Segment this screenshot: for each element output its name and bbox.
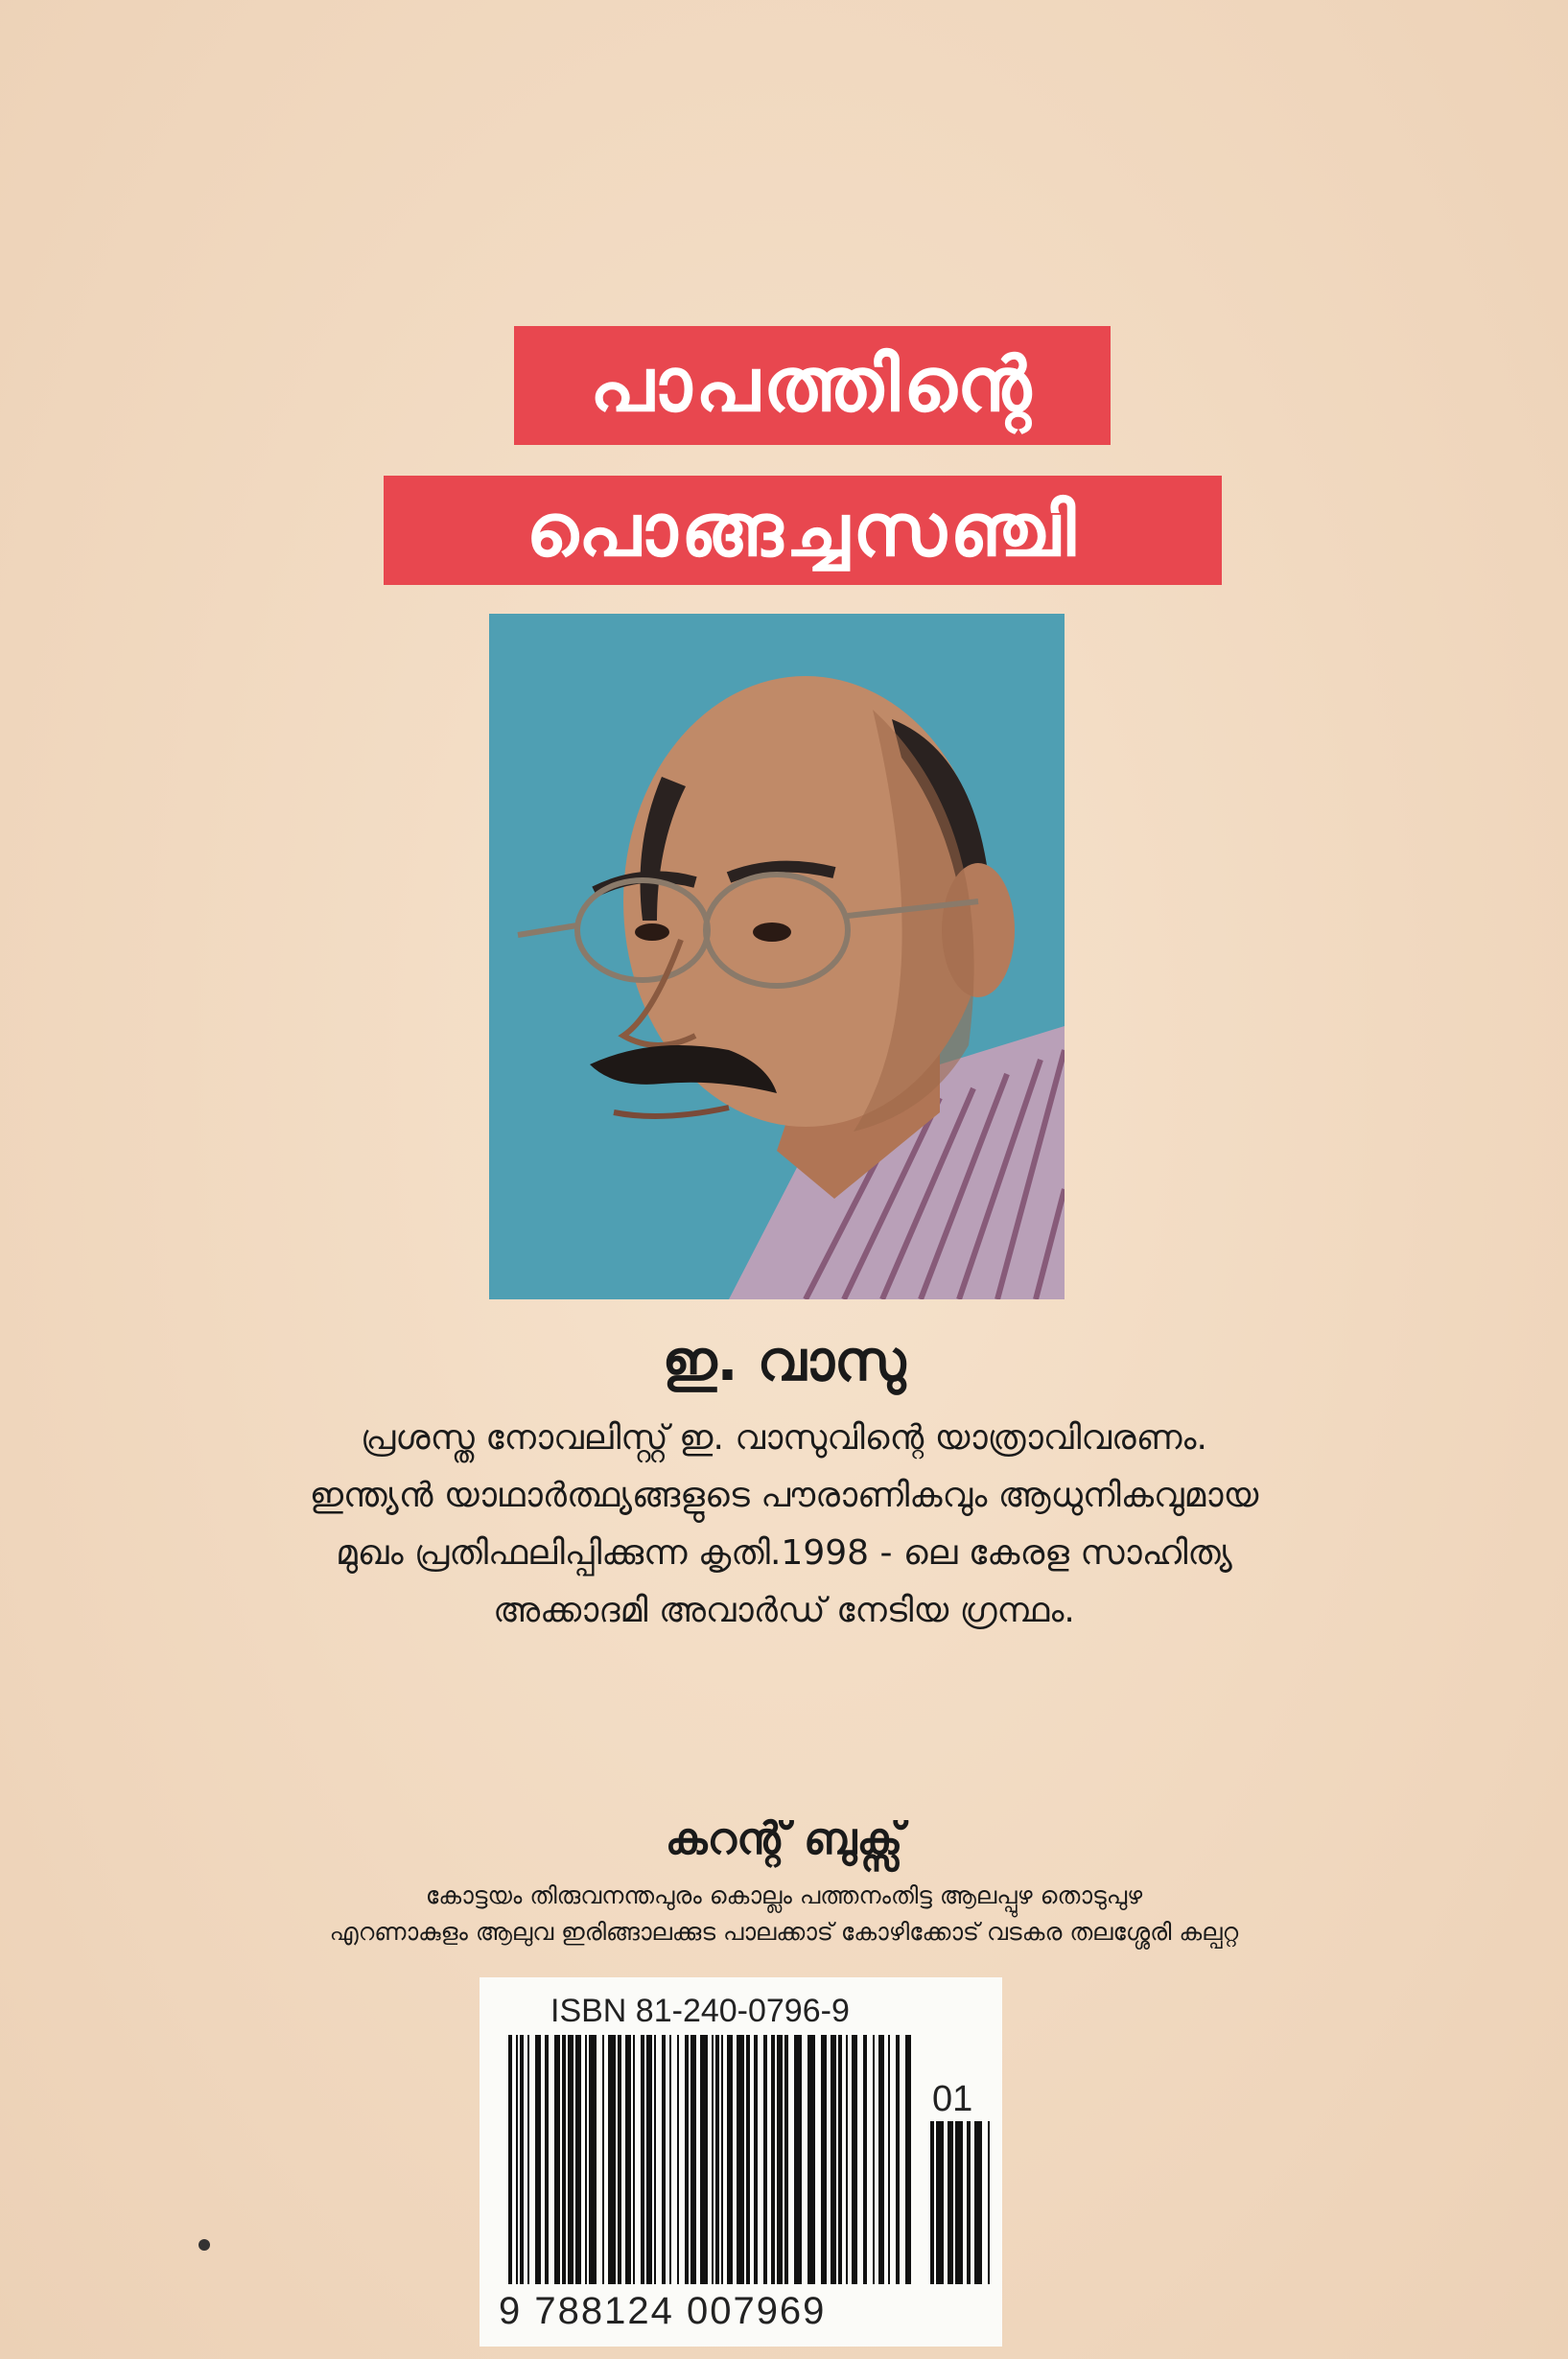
barcode-bar: [568, 2035, 573, 2284]
barcode-bar: [727, 2035, 733, 2284]
barcode-bar: [618, 2035, 621, 2284]
barcode-bar: [520, 2035, 524, 2284]
barcode-bar: [585, 2035, 587, 2284]
barcode-bar: [948, 2121, 953, 2284]
barcode-bar: [831, 2035, 836, 2284]
barcode-bar: [700, 2035, 708, 2284]
barcode-bar: [878, 2035, 884, 2284]
barcode-bar: [988, 2121, 990, 2284]
barcode-bar: [608, 2035, 616, 2284]
barcode-bar: [737, 2035, 744, 2284]
barcode-bar: [690, 2035, 696, 2284]
ink-mark: [199, 2239, 210, 2251]
barcode-bar: [685, 2035, 689, 2284]
barcode-bar: [967, 2121, 971, 2284]
blurb: [173, 1410, 1395, 1640]
blurb-line: ഇന്ത്യൻ യാഥാർത്ഥ്യങ്ങളുടെ പൗരാണികവും ആധുനികവുമായ: [309, 1476, 1259, 1515]
branches-line: കോട്ടയം തിരുവനന്തപുരം കൊല്ലം പത്തനംതിട്ട ആലപ്പുഴ തൊടുപുഴ: [425, 1881, 1143, 1909]
author-photo: [489, 614, 1065, 1299]
barcode-bar: [955, 2121, 963, 2284]
barcode-bar: [508, 2035, 512, 2284]
barcode-bar: [575, 2035, 581, 2284]
barcode-bar: [905, 2035, 911, 2284]
barcode-bar: [602, 2035, 604, 2284]
blurb-line: മുഖം പ്രതിഫലിപ്പിക്കുന്ന കൃതി.1998 - ലെ കേരള സാഹിത്യ: [336, 1533, 1232, 1573]
barcode-bar: [712, 2035, 714, 2284]
barcode-bar: [654, 2035, 656, 2284]
blurb-line: പ്രശസ്ത നോവലിസ്റ്റ് ഇ. വാസുവിന്റെ യാത്രാവിവരണം.: [361, 1418, 1207, 1458]
addon-barcode-bars: [930, 2121, 992, 2284]
publisher-branches: [173, 1878, 1395, 1950]
barcode-bar: [562, 2035, 566, 2284]
barcode-bar: [852, 2035, 857, 2284]
barcode-bar: [754, 2035, 758, 2284]
barcode-bar: [554, 2035, 560, 2284]
barcode-bar: [527, 2035, 529, 2284]
author-name: ഇ. വാസു: [662, 1328, 906, 1393]
barcode-bar: [838, 2035, 842, 2284]
barcode-bar: [715, 2035, 719, 2284]
barcode-bar: [936, 2121, 944, 2284]
barcode-bar: [771, 2035, 775, 2284]
barcode-bar: [516, 2035, 518, 2284]
barcode-bar: [777, 2035, 783, 2284]
barcode-bar: [784, 2035, 788, 2284]
barcode-bar: [763, 2035, 767, 2284]
title-line-2: പൊങ്ങച്ചസഞ്ചി: [384, 476, 1222, 585]
barcode-bar: [646, 2035, 652, 2284]
blurb-line: അക്കാദമി അവാർഡ് നേടിയ ഗ്രന്ഥം.: [493, 1591, 1075, 1630]
barcode-bar: [863, 2035, 867, 2284]
barcode-bar: [545, 2035, 549, 2284]
barcode-bar: [846, 2035, 848, 2284]
title-line-1: പാപത്തിന്റെ: [514, 326, 1111, 445]
addon-code: 01: [932, 2079, 973, 2119]
barcode-bar: [974, 2121, 982, 2284]
barcode-bar: [662, 2035, 666, 2284]
barcode-bar: [888, 2035, 890, 2284]
branches-line: എറണാകുളം ആലുവ ഇരിങ്ങാലക്കുട പാലക്കാട് കോഴിക്കോട് വടകര തലശ്ശേരി കല്പറ്റ: [329, 1918, 1239, 1946]
barcode-bar: [641, 2035, 644, 2284]
barcode-bar: [535, 2035, 541, 2284]
barcode-bar: [873, 2035, 875, 2284]
publisher-name: കറന്റ് ബുക്സ്: [665, 1812, 903, 1864]
barcode-bar: [625, 2035, 631, 2284]
ean-number: 9 788124 007969: [499, 2290, 827, 2332]
barcode-bars: [508, 2035, 921, 2284]
barcode-bar: [746, 2035, 750, 2284]
barcode-bar: [896, 2035, 900, 2284]
barcode-bar: [821, 2035, 827, 2284]
barcode-bar: [677, 2035, 679, 2284]
barcode-bar: [794, 2035, 802, 2284]
barcode-bar: [589, 2035, 597, 2284]
barcode-bar: [807, 2035, 815, 2284]
barcode-bar: [721, 2035, 723, 2284]
isbn-label: ISBN 81-240-0796-9: [550, 1993, 850, 2029]
barcode-bar: [930, 2121, 934, 2284]
barcode-bar: [633, 2035, 635, 2284]
barcode-bar: [669, 2035, 671, 2284]
